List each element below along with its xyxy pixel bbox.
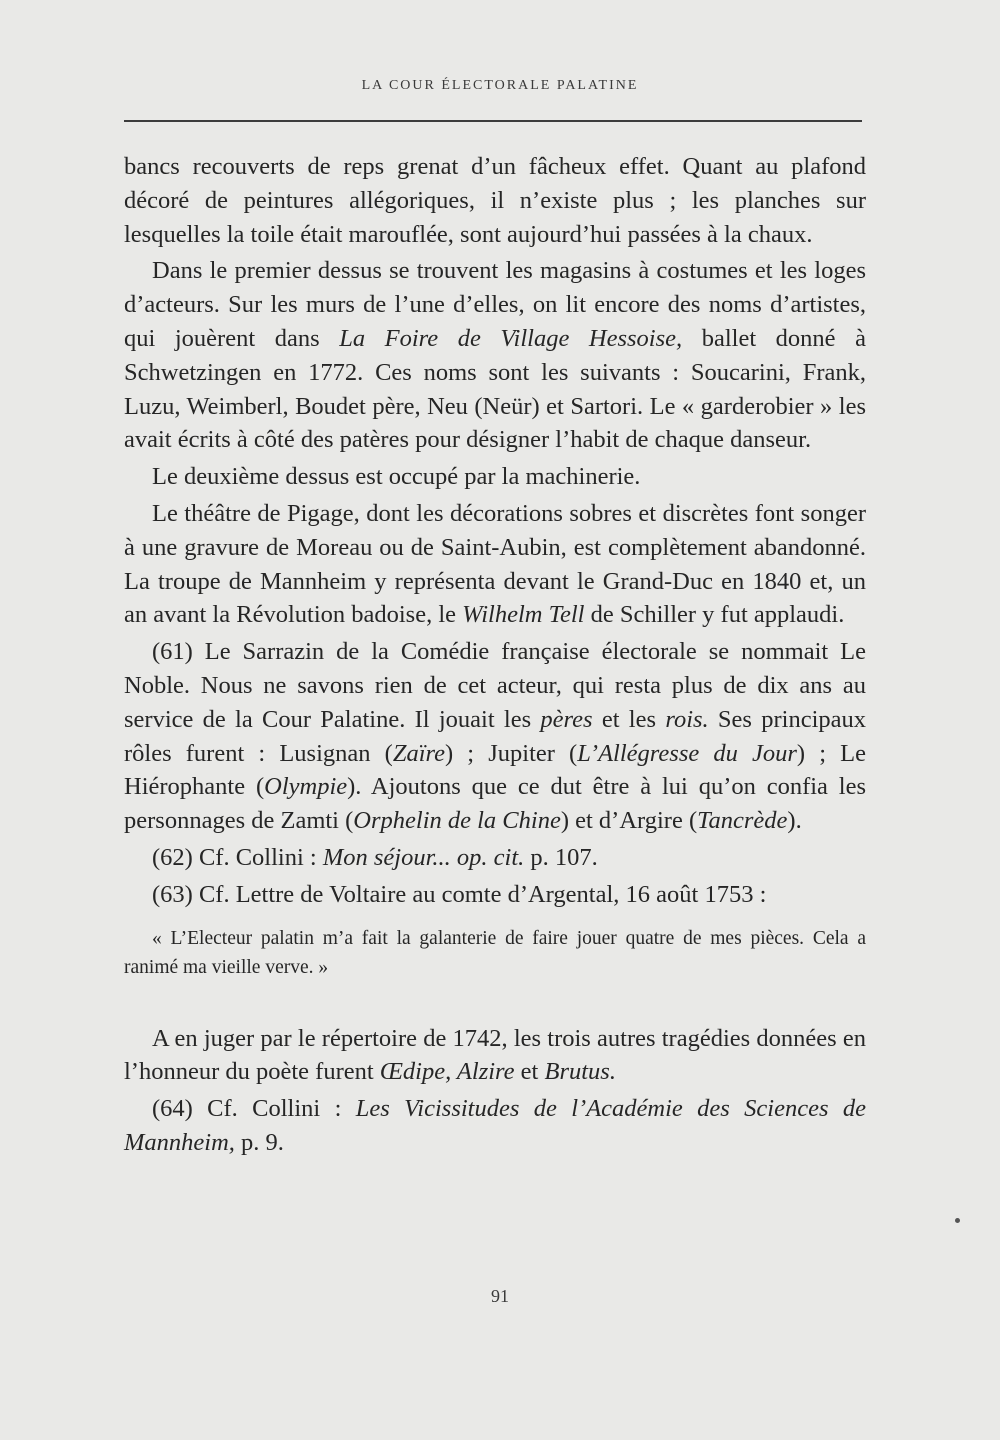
note-61-text-a: (61) Le Sarrazin de la Comédie française électorale se nommait Le Noble. Nous ne savons rien de cet acteur, qui resta plus de dix ans au service de la Cour Palatine. Il jouait les [124, 638, 866, 733]
note-63 [124, 878, 866, 912]
voltaire-quote-text: « L’Electeur palatin m’a fait la galanterie de faire jouer quatre de mes pièces. Cela a ranimé ma vieille verve. » [124, 927, 866, 978]
note-62-title: Mon séjour... op. cit. [322, 843, 525, 871]
note-61-text-b: et les [592, 705, 666, 733]
page-number: 91 [491, 1286, 509, 1306]
note-61-text-d: ) ; Jupiter ( [445, 739, 578, 767]
paragraph-3 [124, 460, 866, 494]
paragraph-1-text: bancs recouverts de reps grenat d’un fâcheux effet. Quant au plafond décoré de peintures allégoriques, il n’existe plus ; les planches sur lesquelles la toile était marouflée, sont aujourd’hui passées à la chaux. [124, 153, 866, 248]
header-rule [124, 120, 862, 122]
note-61-text-c: Ses principaux rôles furent : Lusignan ( [124, 705, 867, 767]
note-62-text-b: p. 107. [524, 843, 598, 871]
note-61-olympie: Olympie [264, 773, 348, 801]
note-61-allegresse: L’Allégresse du Jour [577, 739, 797, 767]
paragraph-4 [124, 497, 866, 632]
note-63-text: (63) Cf. Lettre de Voltaire au comte d’Argental, 16 août 1753 : [152, 880, 767, 908]
note-61-text-f: ). Ajoutons que ce dut être à lui qu’on confia les personnages de Zamti ( [124, 773, 867, 835]
note-61-peres: pères [540, 705, 593, 733]
note-64-text-b: p. 9. [234, 1128, 284, 1156]
note-61-text-h: ). [787, 807, 802, 835]
note-61-text-g: ) et d’Argire ( [560, 807, 698, 835]
running-header: LA COUR ÉLECTORALE PALATINE [361, 78, 639, 93]
paragraph-1 [124, 150, 866, 251]
note-61 [124, 635, 866, 838]
note-61-tancrede: Tancrède [697, 807, 788, 835]
tragedy-brutus: Brutus. [544, 1058, 616, 1086]
paragraph-5-text-b: et [514, 1058, 545, 1086]
note-64-title: Les Vicissitudes de l’Académie des Sciences de Mannheim, [124, 1095, 866, 1156]
paragraph-5 [124, 1022, 866, 1090]
note-64 [124, 1092, 866, 1160]
ballet-title: La Foire de Village Hessoise, [339, 324, 683, 352]
note-62 [124, 841, 866, 875]
page-body [124, 150, 866, 1160]
paragraph-3-text: Le deuxième dessus est occupé par la machinerie. [152, 463, 641, 491]
note-61-rois: rois. [665, 705, 709, 733]
paragraph-4-text-a: Le théâtre de Pigage, dont les décorations sobres et discrètes font songer à une gravure de Moreau ou de Saint-Aubin, est complètement abandonné. La troupe de Mannheim y représenta devant le Grand-Duc en 1840 et, un an avant la Révolution badoise, le [124, 499, 866, 629]
wilhelm-tell-title: Wilhelm Tell [462, 601, 585, 629]
tragedies-oedipe-alzire: Œdipe, Alzire [379, 1058, 515, 1086]
note-61-text-e: ) ; Le Hiérophante ( [124, 739, 866, 801]
note-64-text-a: (64) Cf. Collini : [152, 1095, 356, 1123]
note-61-orphelin: Orphelin de la Chine [353, 807, 561, 835]
voltaire-quote [124, 924, 866, 982]
paragraph-5-text-a: A en juger par le répertoire de 1742, les trois autres tragédies données en l’honneur du poète furent [124, 1024, 866, 1086]
note-62-text-a: (62) Cf. Collini : [152, 843, 323, 871]
paragraph-2-text-b: ballet donné à Schwetzingen en 1772. Ces noms sont les suivants : Soucarini, Frank, Luzu, Weimberl, Boudet père, Neu (Neür) et Sartori. Le « garderobier » les avait écrits à côté des patères pour désigner l’habit de chaque danseur. [124, 324, 866, 454]
paragraph-2 [124, 254, 866, 457]
paragraph-2-text-a: Dans le premier dessus se trouvent les magasins à costumes et les loges d’acteurs. Sur les murs de l’une d’elles, on lit encore des noms d’artistes, qui jouèrent dans [124, 257, 866, 352]
note-61-zaire: Zaïre [392, 739, 445, 767]
paragraph-4-text-b: de Schiller y fut applaudi. [584, 601, 845, 629]
ink-speck [955, 1218, 960, 1223]
